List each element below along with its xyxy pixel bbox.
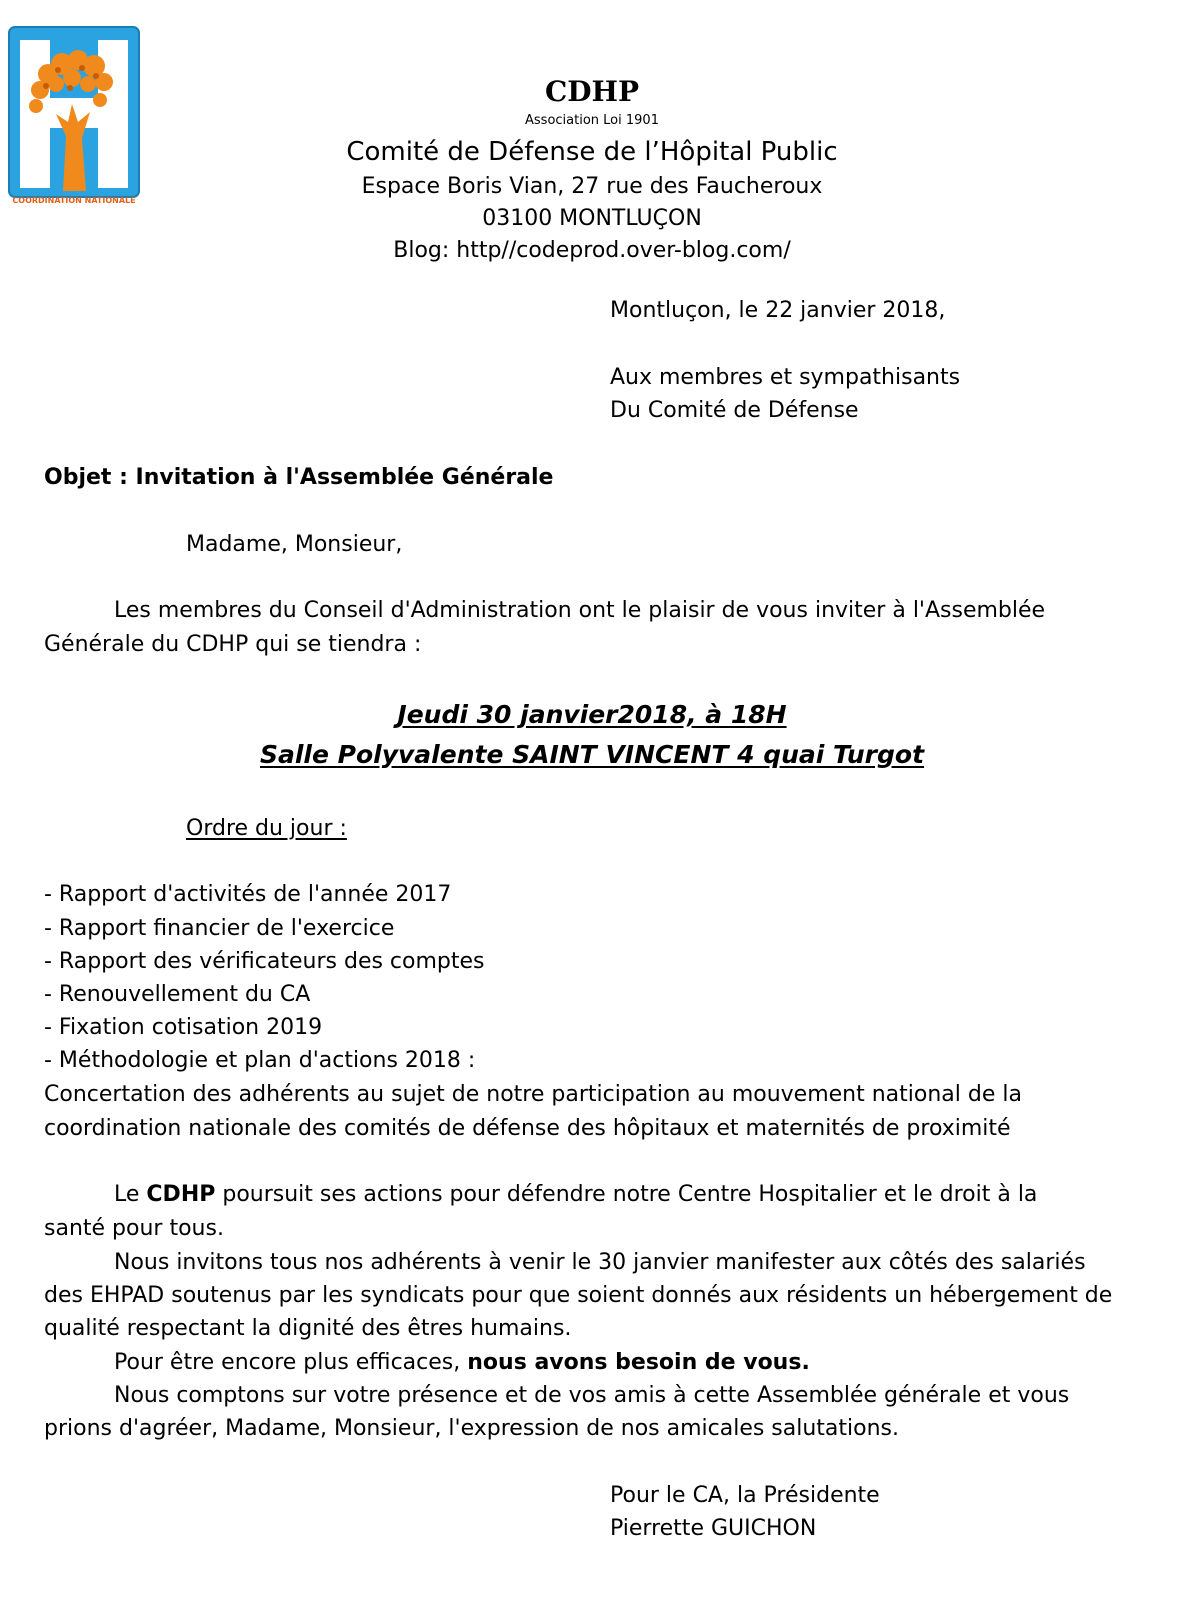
agenda-title: Ordre du jour : xyxy=(186,816,347,841)
body-paragraph-3 xyxy=(114,1346,810,1380)
org-blog: Blog: http//codeprod.over-blog.com/ xyxy=(393,238,791,263)
body-paragraph-2-line-1: Nous invitons tous nos adhérents à venir le 30 janvier manifester aux côtés des salariés xyxy=(114,1250,1086,1275)
agenda-detail-line-2: coordination nationale des comités de défense des hôpitaux et maternités de proximité xyxy=(44,1116,1011,1141)
signature-name: Pierrette GUICHON xyxy=(610,1516,817,1541)
agenda-item: - Rapport financier de l'exercice xyxy=(44,916,395,941)
body-paragraph-4-line-2: prions d'agréer, Madame, Monsieur, l'expression de nos amicales salutations. xyxy=(44,1416,900,1441)
recipient-line-2: Du Comité de Défense xyxy=(610,398,859,423)
intro-line-1: Les membres du Conseil d'Administration ont le plaisir de vous inviter à l'Assemblée xyxy=(114,598,1046,623)
agenda-item: - Méthodologie et plan d'actions 2018 : xyxy=(44,1048,476,1073)
body-paragraph-2-line-3: qualité respectant la dignité des êtres humains. xyxy=(44,1316,572,1341)
p3-prefix: Pour être encore plus efficaces, xyxy=(114,1350,468,1375)
agenda-detail-line-1: Concertation des adhérents au sujet de notre participation au mouvement national de la xyxy=(44,1082,1022,1107)
event-datetime: Jeudi 30 janvier2018, à 18H xyxy=(397,700,787,729)
org-acronym: CDHP xyxy=(544,75,640,108)
place-date: Montluçon, le 22 janvier 2018, xyxy=(610,298,946,323)
org-name: Comité de Défense de l’Hôpital Public xyxy=(346,137,838,167)
logo-caption: COORDINATION NATIONALE xyxy=(12,196,136,205)
signature-role: Pour le CA, la Présidente xyxy=(610,1483,880,1508)
body-paragraph-1-line-1 xyxy=(114,1178,1037,1212)
salutation: Madame, Monsieur, xyxy=(186,532,403,557)
body-paragraph-2-line-2: des EHPAD soutenus par les syndicats pour que soient donnés aux résidents un hébergement de xyxy=(44,1283,1113,1308)
org-legal-status: Association Loi 1901 xyxy=(525,113,659,128)
p1-acronym: CDHP xyxy=(146,1182,216,1207)
intro-line-2: Générale du CDHP qui se tiendra : xyxy=(44,632,422,657)
body-paragraph-4-line-1: Nous comptons sur votre présence et de vos amis à cette Assemblée générale et vous xyxy=(114,1383,1070,1408)
p3-emphasis: nous avons besoin de vous. xyxy=(467,1350,810,1375)
body-paragraph-1-line-2: santé pour tous. xyxy=(44,1216,224,1241)
agenda-item: - Fixation cotisation 2019 xyxy=(44,1015,323,1040)
event-location: Salle Polyvalente SAINT VINCENT 4 quai Turgot xyxy=(259,740,925,769)
agenda-item: - Rapport d'activités de l'année 2017 xyxy=(44,882,452,907)
org-city: 03100 MONTLUÇON xyxy=(482,206,702,231)
agenda-item: - Renouvellement du CA xyxy=(44,982,311,1007)
agenda-item: - Rapport des vérificateurs des comptes xyxy=(44,949,485,974)
p1-rest: poursuit ses actions pour défendre notre Centre Hospitalier et le droit à la xyxy=(215,1182,1038,1207)
p1-prefix: Le xyxy=(114,1182,147,1207)
org-address: Espace Boris Vian, 27 rue des Faucheroux xyxy=(361,174,823,199)
recipient-line-1: Aux membres et sympathisants xyxy=(610,365,961,390)
subject-line: Objet : Invitation à l'Assemblée Générale xyxy=(44,465,554,490)
